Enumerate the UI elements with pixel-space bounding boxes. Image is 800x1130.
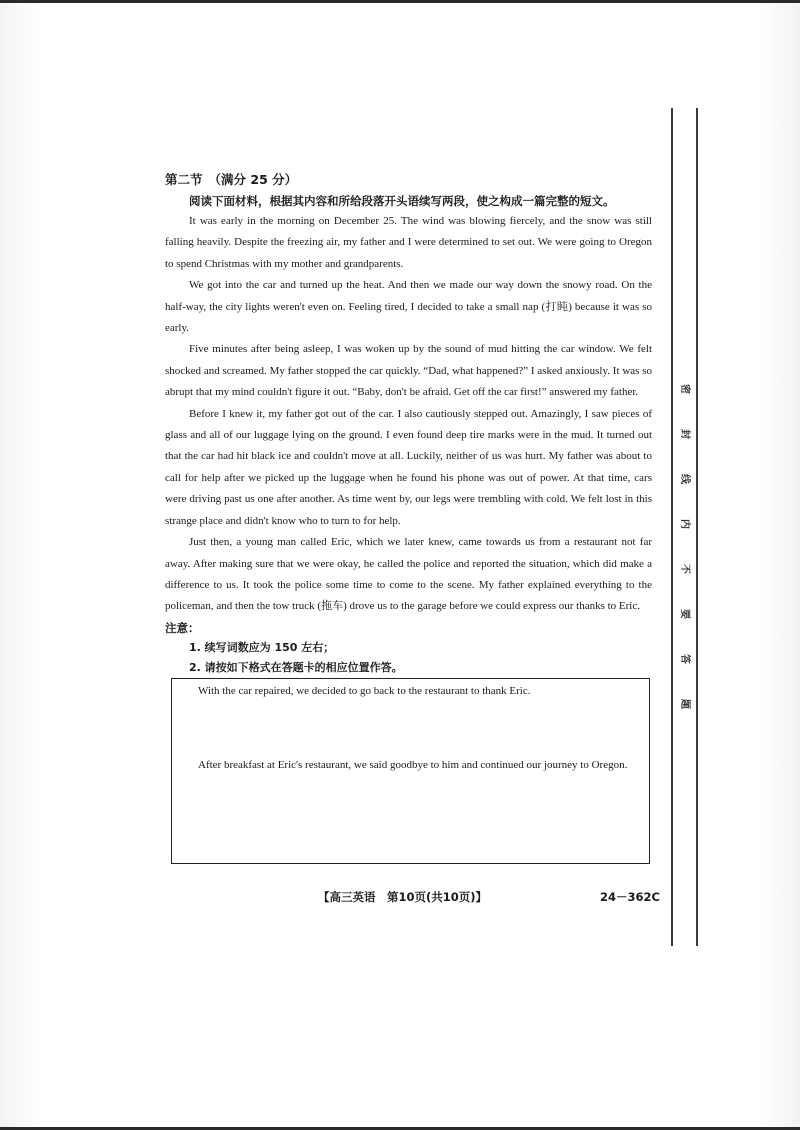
seal-line-left <box>671 108 673 946</box>
exam-code: 24－362C <box>600 890 660 904</box>
passage-paragraph: It was early in the morning on December 25. The wind was blowing fiercely, and the snow was still falling heavily. Despite the freezing air, my father and I were determined to set out. We were going to Oregon to spend Christmas with my mother and grandparents. <box>165 215 652 270</box>
note-item: 1. 续写词数应为 150 左右； <box>189 640 335 654</box>
seal-char: 密 <box>679 384 690 394</box>
seal-line-text <box>676 382 692 742</box>
passage-paragraph: We got into the car and turned up the heat. And then we made our way down the snowy road. On the half-way, the city lights weren't even on. Feeling tired, I decided to take a small nap (打盹) because it was so early. <box>165 279 652 335</box>
section-score: （满分 25 分） <box>208 172 298 187</box>
section-title: 第二节 <box>165 172 203 187</box>
seal-char: 要 <box>679 609 690 619</box>
continuation-opening-2: After breakfast at Eric's restaurant, we said goodbye to him and continued our journey to Oregon. <box>198 759 628 771</box>
seal-char: 不 <box>679 564 690 574</box>
answer-format-box <box>171 678 650 864</box>
seal-char: 内 <box>679 519 690 529</box>
page-footer: 【高三英语 第10页(共10页)】 <box>318 890 488 904</box>
seal-char: 答 <box>679 654 690 664</box>
note-item: 2. 请按如下格式在答题卡的相应位置作答。 <box>189 660 403 674</box>
notes-label: 注意： <box>165 620 200 635</box>
seal-line-right <box>696 108 698 946</box>
seal-char: 线 <box>679 474 690 484</box>
seal-char: 封 <box>679 429 690 439</box>
passage-paragraph: Before I knew it, my father got out of the car. I also cautiously stepped out. Amazingly, I saw pieces of glass and all of our luggage lying on the ground. I even found deep tire marks were in the mud. It turned out that the car had hit black ice and couldn't move at all. Luckily, neither of us was hurt. My father was about to call for help after we picked up the luggage when he found his phone was out of power. At that time, cars were driving past us one after another. As time went by, our legs were trembling with cold. We felt lost in this strange place and didn't know who to turn to for help. <box>165 407 652 527</box>
passage-paragraph: Just then, a young man called Eric, which we later knew, came towards us from a restaurant not far away. After making sure that we were okay, he called the police and reported the situation, which did make a difference to us. It took the police some time to come to the scene. My father explained everything to the policeman, and then the tow truck (拖车) drove us to the garage before we could express our thanks to Eric. <box>165 536 652 613</box>
question-section <box>165 171 652 678</box>
instruction-text: 阅读下面材料，根据其内容和所给段落开头语续写两段，使之构成一篇完整的短文。 <box>189 194 615 208</box>
section-heading <box>165 171 652 189</box>
seal-char: 题 <box>679 699 690 709</box>
passage-paragraph: Five minutes after being asleep, I was woken up by the sound of mud hitting the car window. We felt shocked and screamed. My father stopped the car quickly. “Dad, what happened?” I asked anxiously. It was so abrupt that my mind couldn't figure it out. “Baby, don't be afraid. Get off the car first!” answered my father. <box>165 343 652 399</box>
continuation-opening-1: With the car repaired, we decided to go back to the restaurant to thank Eric. <box>198 685 531 697</box>
